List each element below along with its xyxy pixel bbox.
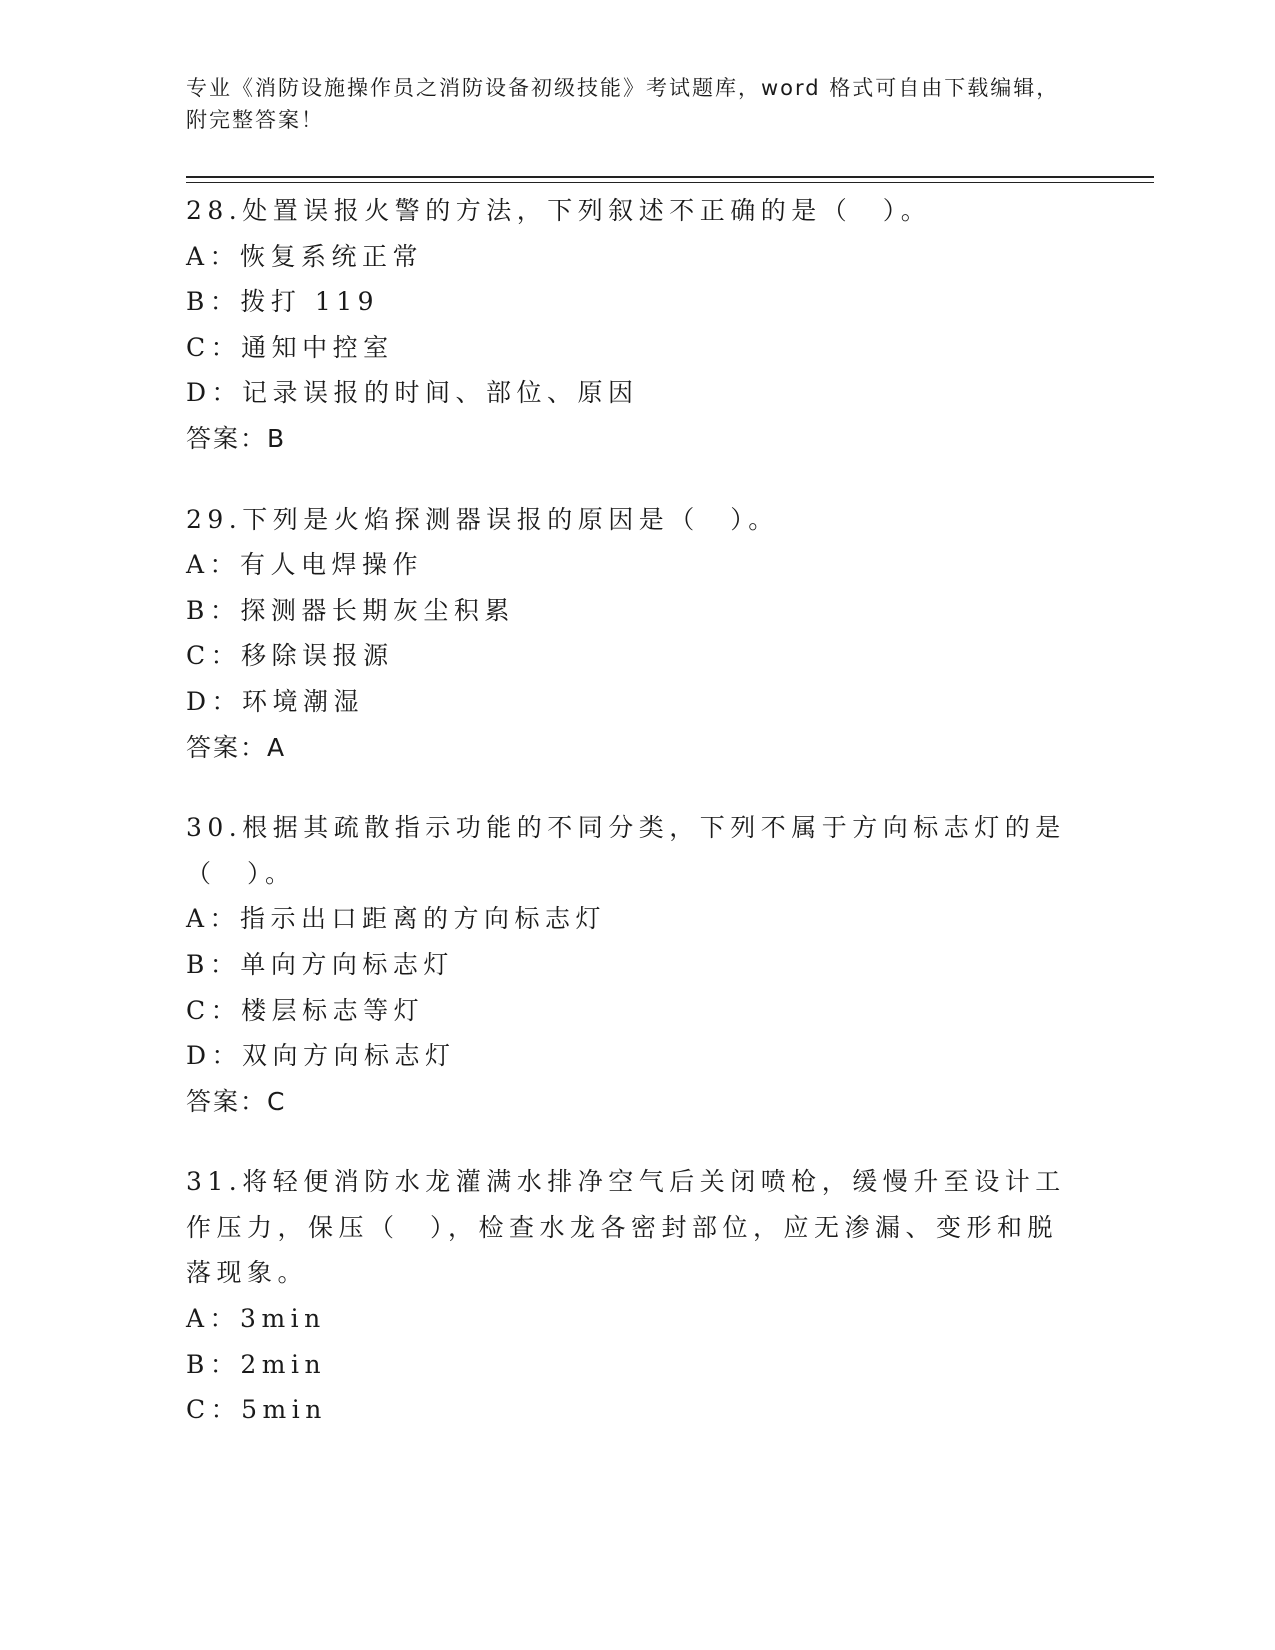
option-c: C：楼层标志等灯 [186,995,425,1025]
option-b: B：探测器长期灰尘积累 [186,595,515,625]
answer: 答案：B [186,423,287,453]
question-list [186,188,1086,1468]
option-d: D：双向方向标志灯 [186,1041,456,1071]
question-title: 31.将轻便消防水龙灌满水排净空气后关闭喷枪，缓慢升至设计工作压力，保压（ ），检查水龙各密封部位，应无渗漏、变形和脱落现象。 [186,1167,1066,1288]
option-d: D：记录误报的时间、部位、原因 [186,378,639,408]
header-text: 专业《消防设施操作员之消防设备初级技能》考试题库，word 格式可自由下载编辑，附完整答案！ [186,76,1060,132]
option-c: C：通知中控室 [186,332,394,362]
question-28 [186,188,1086,462]
option-c: C：5min [186,1395,327,1425]
header-rule-thin [186,182,1154,183]
option-d: D：环境潮湿 [186,686,365,716]
option-b: B：单向方向标志灯 [186,949,454,979]
question-31 [186,1159,1086,1433]
question-title: 30.根据其疏散指示功能的不同分类，下列不属于方向标志灯的是（ ）。 [186,813,1066,888]
answer: 答案：C [186,1086,287,1116]
option-a: A：有人电焊操作 [186,550,424,580]
answer: 答案：A [186,732,287,762]
option-a: A：指示出口距离的方向标志灯 [186,904,607,934]
option-c: C：移除误报源 [186,641,394,671]
option-b: B：2min [186,1349,327,1379]
question-title: 28.处置误报火警的方法，下列叙述不正确的是（ ）。 [186,196,932,225]
option-a: A：3min [186,1304,326,1334]
option-b: B：拨打 119 [186,287,380,317]
question-29 [186,497,1086,771]
question-title: 29.下列是火焰探测器误报的原因是（ ）。 [186,504,779,534]
header-rule-thick [186,176,1154,178]
question-30 [186,805,1086,1124]
option-a: A：恢复系统正常 [186,241,424,271]
